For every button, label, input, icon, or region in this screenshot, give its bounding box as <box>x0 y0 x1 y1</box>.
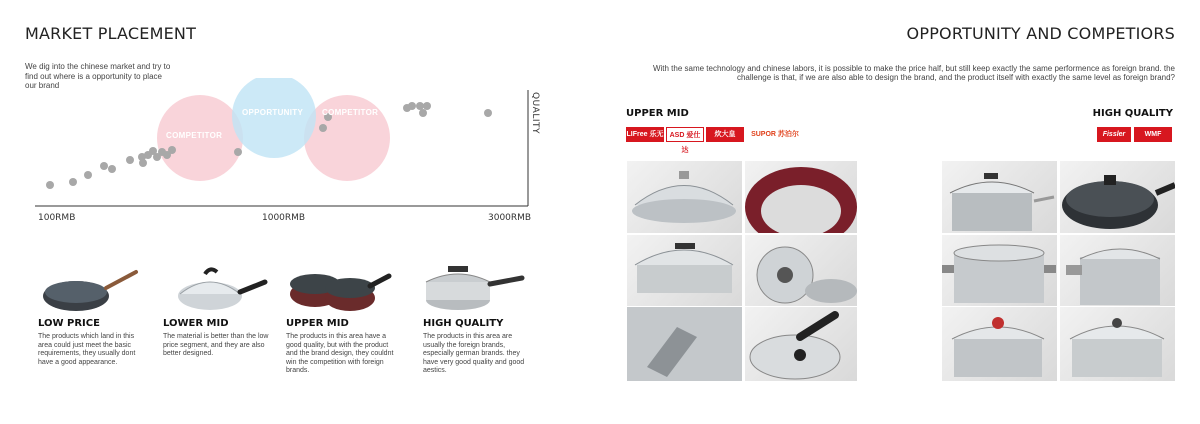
product-photo <box>626 160 743 234</box>
asd-logo: ASD 爱仕达 <box>666 127 704 142</box>
product-photo <box>1059 306 1176 382</box>
point <box>139 159 147 167</box>
category-desc-upper-mid: The products in this area have a good quality, but with the product and the brand design, they couldnt win the competition with foreign brands. <box>286 333 394 374</box>
wmf-logo: WMF <box>1134 127 1172 142</box>
high-quality-wok-image <box>418 262 528 314</box>
high-quality-label: HIGH QUALITY <box>1092 108 1173 119</box>
product-photo <box>941 306 1058 382</box>
point <box>100 162 108 170</box>
chuidahuang-logo: 炊大皇 <box>706 127 744 142</box>
category-title-upper-mid: UPPER MID <box>286 318 349 329</box>
opportunity-title: OPPORTUNITY AND COMPETIORS <box>906 24 1175 43</box>
point <box>84 171 92 179</box>
product-photo <box>744 306 858 382</box>
lifree-logo: LIFree 乐无穷 <box>626 127 664 142</box>
product-photo <box>941 160 1058 234</box>
product-photo <box>941 234 1058 308</box>
product-photo <box>1059 234 1176 308</box>
upper-mid-pans-image <box>285 262 395 314</box>
x-tick-100rmb: 100RMB <box>38 213 76 223</box>
point <box>126 156 134 164</box>
market-intro: We dig into the chinese market and try to find out where is a opportunity to place our brand <box>25 62 171 90</box>
competitor-label-right: COMPETITOR <box>322 108 379 117</box>
point <box>46 181 54 189</box>
supor-logo: SUPOR 苏泊尔 <box>746 127 804 142</box>
point <box>408 102 416 110</box>
market-placement-title: MARKET PLACEMENT <box>25 24 197 43</box>
competitor-label-left: COMPETITOR <box>166 131 223 140</box>
category-desc-lower-mid: The material is better than the low price segment, and they are also better designed. <box>163 333 269 357</box>
point <box>108 165 116 173</box>
category-title-low-price: LOW PRICE <box>38 318 100 329</box>
fissler-logo: Fissler <box>1097 127 1131 142</box>
point <box>234 148 242 156</box>
market-placement-chart <box>30 78 560 218</box>
point <box>168 146 176 154</box>
x-tick-3000rmb: 3000RMB <box>488 213 532 223</box>
low-price-wok-image <box>36 264 146 314</box>
category-title-lower-mid: LOWER MID <box>163 318 229 329</box>
product-photo <box>626 234 743 308</box>
product-photo <box>744 160 858 234</box>
point <box>416 102 424 110</box>
category-desc-high-quality: The products in this area are usually the foreign brands, especially german brands. they have very good quality and good aestics. <box>423 333 525 374</box>
quality-axis-label: QUALITY <box>530 92 540 134</box>
point <box>419 109 427 117</box>
point <box>423 102 431 110</box>
product-photo <box>744 234 858 308</box>
opportunity-circle <box>232 78 316 158</box>
point <box>319 124 327 132</box>
x-tick-1000rmb: 1000RMB <box>262 213 306 223</box>
product-photo <box>626 306 743 382</box>
point <box>69 178 77 186</box>
upper-mid-label: UPPER MID <box>626 108 689 119</box>
opportunity-intro-line2: challenge is that, if we are also able to design the brand, and the product itself with exactly the same level as foreign brand? <box>736 73 1175 82</box>
product-photo <box>1059 160 1176 234</box>
category-desc-low-price: The products which land in this area could just meet the basic requirements, they usually dont have a good appearance. <box>38 333 136 366</box>
lower-mid-pot-image <box>165 264 275 314</box>
category-title-high-quality: HIGH QUALITY <box>423 318 504 329</box>
point <box>484 109 492 117</box>
opportunity-intro-line1: With the same technology and chinese labors, it is possible to make the price half, but still keep exactly the same performence as foreign brand. the <box>652 64 1175 73</box>
opportunity-label: OPPORTUNITY <box>242 108 304 117</box>
